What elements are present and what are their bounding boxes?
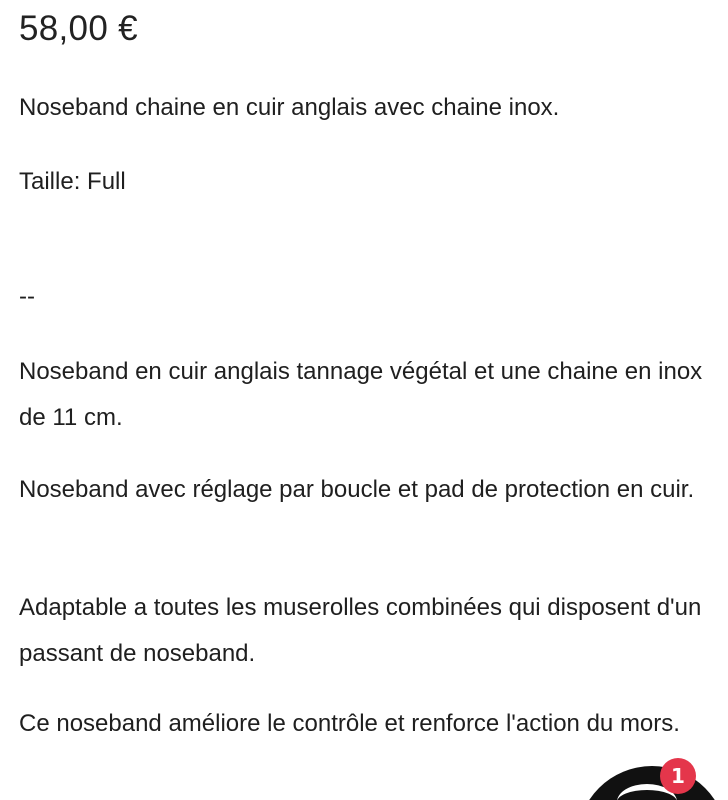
- description-paragraph: Adaptable a toutes les muserolles combinées qui disposent d'un passant de noseband.: [19, 594, 702, 667]
- product-size: Taille: Full: [19, 168, 126, 195]
- description-paragraph: Ce noseband améliore le contrôle et renforce l'action du mors.: [19, 710, 680, 737]
- product-price: 58,00 €: [19, 9, 138, 48]
- description-paragraph: Noseband avec réglage par boucle et pad de protection en cuir.: [19, 476, 695, 503]
- product-short-description: Noseband chaine en cuir anglais avec chaine inox.: [19, 94, 560, 121]
- description-separator: --: [19, 283, 35, 310]
- description-paragraph: Noseband en cuir anglais tannage végétal et une chaine en inox de 11 cm.: [19, 358, 703, 431]
- notification-badge: 1: [660, 758, 696, 794]
- chat-widget-button[interactable]: [577, 766, 727, 800]
